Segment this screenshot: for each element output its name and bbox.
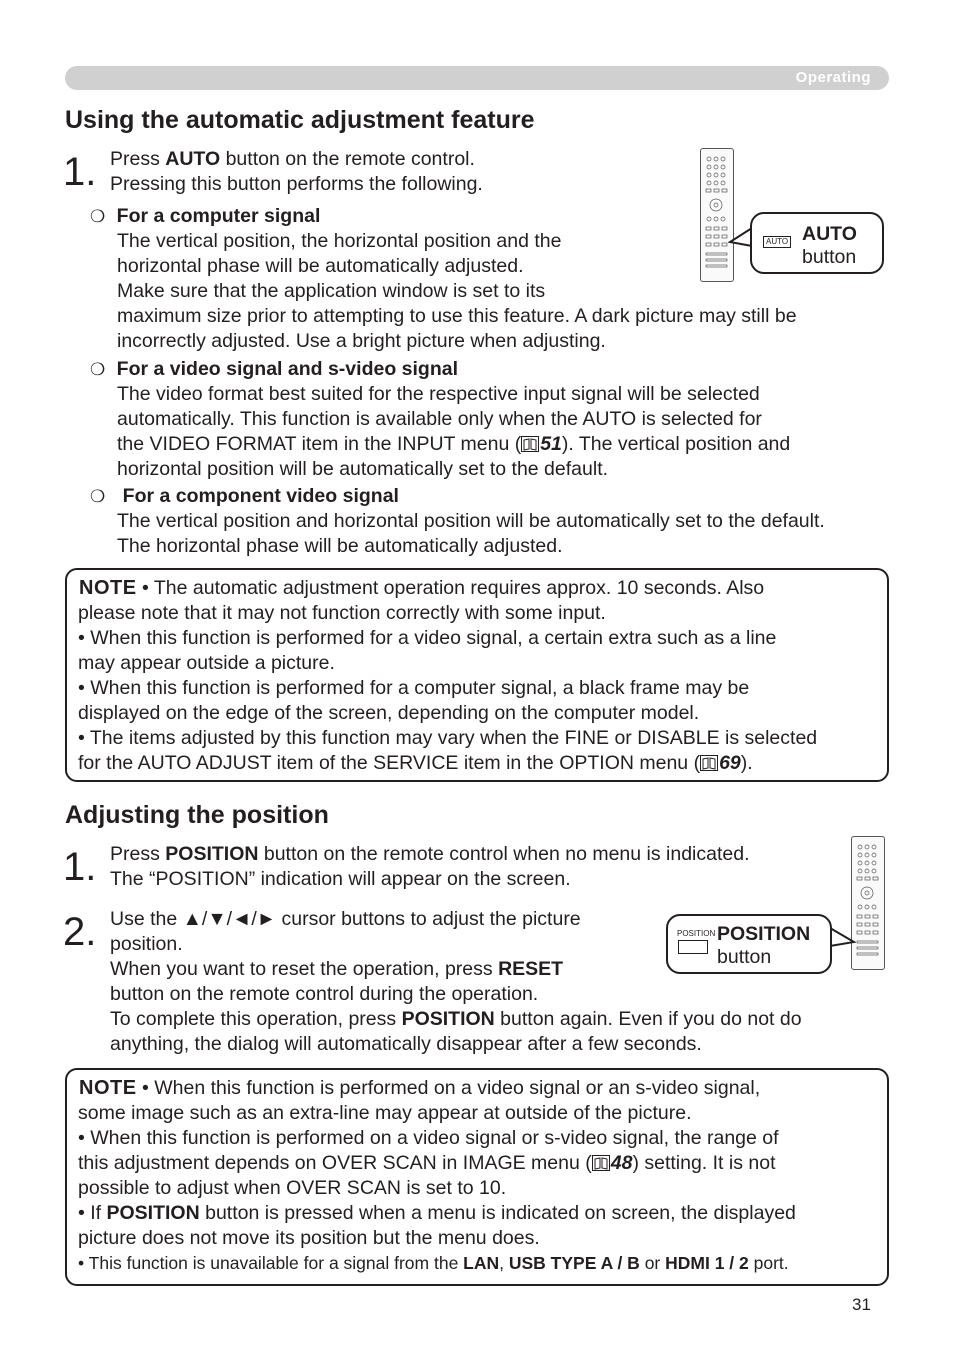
computer-signal-text: The vertical position, the horizontal position and the horizontal phase will be automatically adjusted. Make sure that the application window is set to its maximum size prior to attempting to use this feature. A dark picture may still be incorrectly adjusted. Use a bright picture when adjusting. — [117, 230, 797, 352]
section-title-position: Adjusting the position — [65, 801, 329, 829]
auto-key-icon: AUTO — [763, 236, 791, 248]
bullet-icon: ❍ — [90, 487, 106, 506]
video-signal-text: The video format best suited for the respective input signal will be selected automatically. This function is available only when the AUTO is selected for the VIDEO FORMAT item in the INPUT menu ( 51). The vertical position and horizontal position will be automatically set to the default. — [117, 383, 791, 480]
note-label: NOTE — [79, 577, 137, 599]
note-box-auto: NOTE • The automatic adjustment operation requires approx. 10 seconds. Also please note that it may not function correctly with some input. • When this function is performed for a video signal, a certain extra such as a line may appear outside a picture. • When this function is performed for a computer signal, a black frame may be displayed on the edge of the screen, depending on the computer model. • The items adjusted by this function may vary when the FINE or DISABLE is selected for the AUTO ADJUST item of the SERVICE item in the OPTION menu ( 69). — [65, 568, 889, 782]
note-box-position: NOTE • When this function is performed on a video signal or an s-video signal, some image such as an extra-line may appear at outside of the picture. • When this function is performed on a video signal or s-video signal, the range of this adjustment depends on OVER SCAN in IMAGE menu ( 48) setting. It is not possible to adjust when OVER SCAN is set to 10. • If POSITION button is pressed when a menu is indicated on screen, the displayed picture does not move its position but the menu does. • This function is unavailable for a signal from the LAN, USB TYPE A / B or HDMI 1 / 2 port. — [65, 1068, 889, 1286]
position-key-icon — [678, 940, 708, 954]
remote-buttons-icon — [701, 149, 732, 280]
callout-pointer-icon — [828, 922, 856, 952]
step-number-2: 2. — [63, 910, 97, 954]
page-number: 31 — [852, 1295, 871, 1314]
position-step1-line1: Press POSITION button on the remote control when no menu is indicated. — [110, 843, 750, 865]
note-label: NOTE — [79, 1077, 137, 1099]
page-reference-69[interactable]: 69 — [719, 752, 741, 774]
book-reference-icon — [700, 755, 718, 771]
header-section-label: Operating — [795, 69, 871, 86]
component-signal-heading: ❍ For a component video signal — [90, 485, 399, 507]
auto-button-callout: AUTO AUTO button — [750, 212, 884, 274]
auto-step1-line2: Pressing this button performs the following. — [110, 173, 483, 195]
page-reference-48[interactable]: 48 — [610, 1152, 633, 1174]
note-position-text: some image such as an extra-line may appear at outside of the picture. • When this function is performed on a video signal or s-video signal, the range of this adjustment depends on OVER SCAN in IMAGE menu ( 48) setting. It is not possible to adjust when OVER SCAN is set to 10. • If POSITION button is pressed when a menu is indicated on screen, the displayed picture does not move its position but the menu does. • This function is unavailable for a signal from the LAN, USB TYPE A / B or HDMI 1 / 2 port. — [78, 1102, 796, 1273]
position-key-label: POSITION — [677, 929, 716, 938]
note-auto-text: please note that it may not function correctly with some input. • When this function is performed for a video signal, a certain extra such as a line may appear outside a picture. • When this function is performed for a computer signal, a black frame may be displayed on the edge of the screen, depending on the computer model. • The items adjusted by this function may vary when the FINE or DISABLE is selected for the AUTO ADJUST item of the SERVICE item in the OPTION menu ( 69). — [78, 602, 818, 774]
auto-step1-line1: Press AUTO button on the remote control. — [110, 148, 475, 170]
header-bar — [65, 66, 889, 90]
remote-control-illustration — [700, 148, 734, 282]
video-signal-heading: ❍ For a video signal and s-video signal — [90, 358, 458, 380]
position-step1-line2: The “POSITION” indication will appear on the screen. — [110, 868, 571, 890]
remote-control-illustration — [851, 836, 885, 970]
component-signal-text: The vertical position and horizontal position will be automatically set to the default. The horizontal phase will be automatically adjusted. — [117, 510, 825, 557]
bullet-icon: ❍ — [90, 360, 106, 379]
section-title-auto: Using the automatic adjustment feature — [65, 106, 535, 134]
bullet-icon: ❍ — [90, 207, 106, 226]
book-reference-icon — [521, 436, 539, 452]
step-number-1: 1. — [63, 150, 97, 194]
remote-buttons-icon — [852, 837, 883, 968]
computer-signal-heading: ❍ For a computer signal — [90, 205, 321, 227]
position-button-callout: POSITION POSITION button — [666, 914, 832, 974]
page-reference-51[interactable]: 51 — [540, 433, 562, 455]
book-reference-icon — [592, 1155, 610, 1171]
step-number-1: 1. — [63, 845, 97, 889]
position-step2-text: Use the ▲/▼/◄/► cursor buttons to adjust the picture position. When you want to reset the operation, press RESET button on the remote control during the operation. To complete this operation, press POSITION button again. Even if you do not do anything, the dialog will automatically disappear after a few seconds. — [110, 908, 802, 1055]
